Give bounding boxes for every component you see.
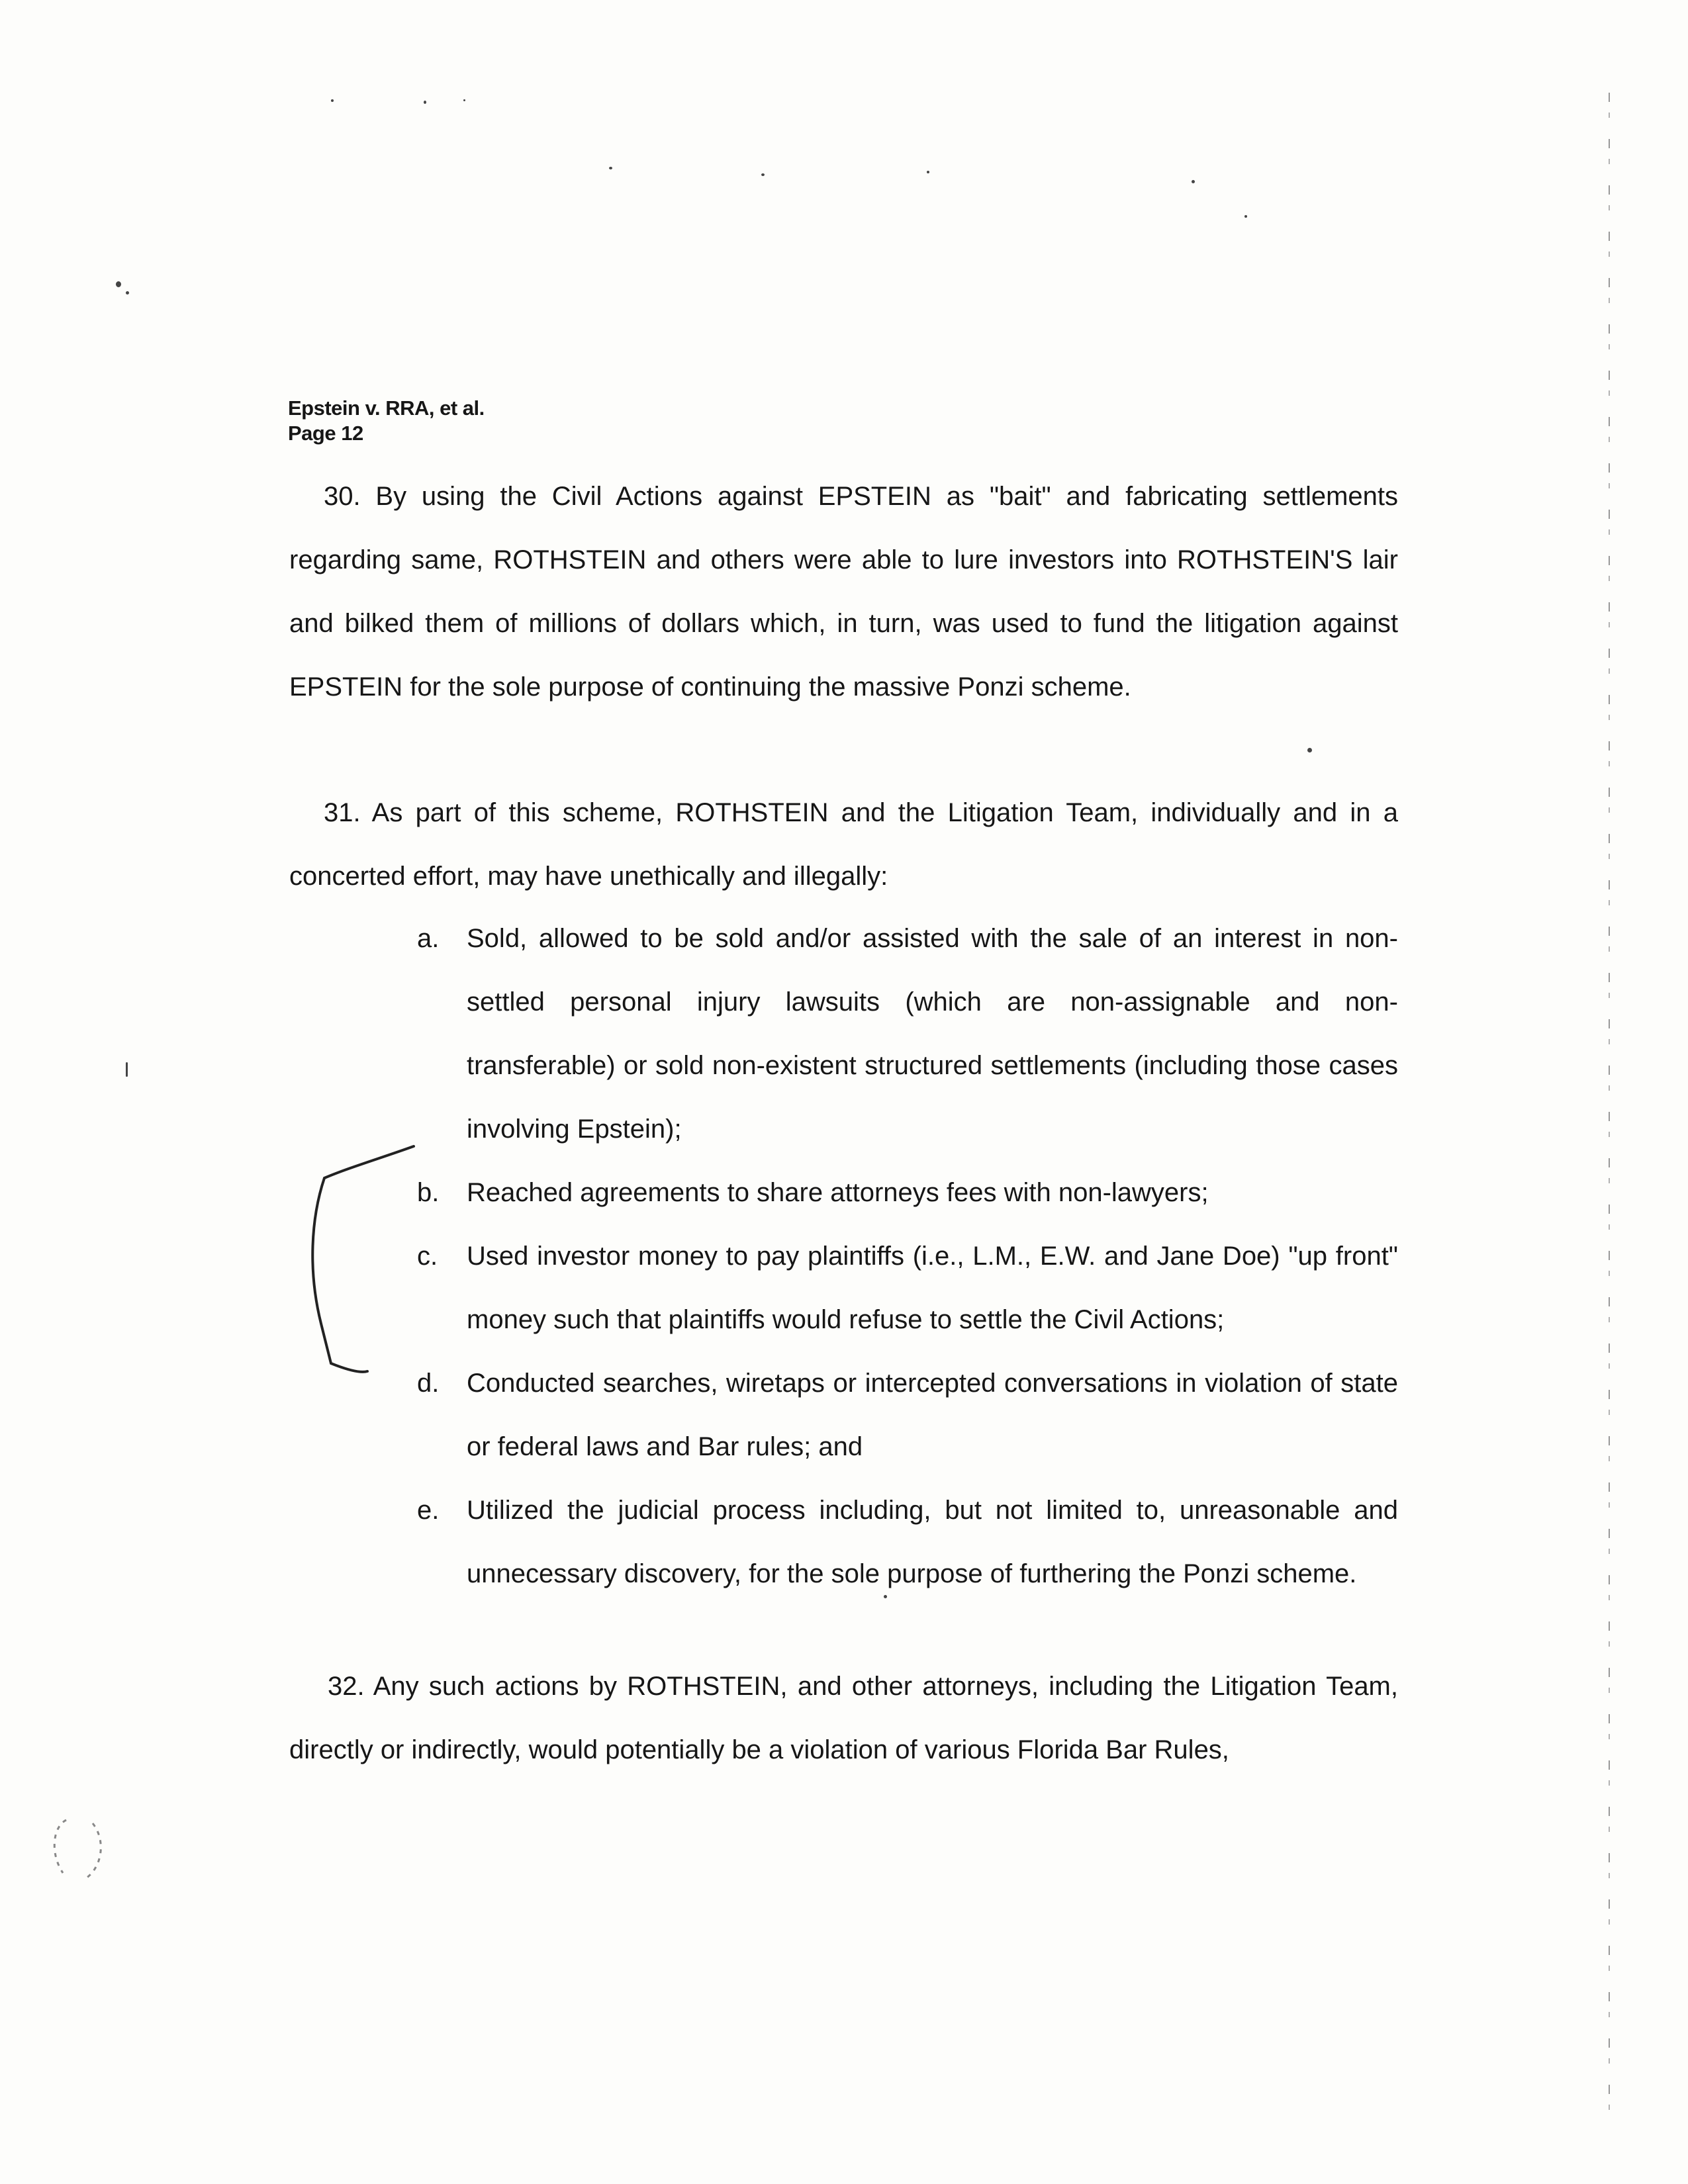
scan-circle-mark (46, 1813, 113, 1886)
list-marker: d. (417, 1369, 440, 1398)
list-marker: a. (417, 924, 440, 953)
scan-speck (761, 173, 765, 176)
list-item-text: Utilized the judicial process including, but not limited to, unreasonable and unnecessary discovery, for the sole purpose of furthering the Ponzi scheme. (467, 1496, 1398, 1588)
list-item (410, 1161, 1398, 1224)
list-item (410, 1224, 1398, 1351)
scan-speck (424, 101, 426, 104)
list-item-text: Conducted searches, wiretaps or intercepted conversations in violation of state or federal laws and Bar rules; and (467, 1369, 1398, 1461)
list-item (410, 1351, 1398, 1479)
list-item (410, 907, 1398, 1161)
scan-speck (1244, 215, 1247, 218)
scan-speck (927, 171, 929, 173)
page-number: Page 12 (288, 422, 363, 445)
scan-edge-line (1609, 93, 1610, 2131)
scan-speck (1192, 180, 1195, 183)
list-marker: c. (417, 1242, 438, 1271)
scan-speck (331, 99, 334, 102)
scan-speck (126, 1062, 128, 1077)
scan-speck (463, 99, 465, 101)
paragraph-30: 30. By using the Civil Actions against EPSTEIN as "bait" and fabricating settlements regarding same, ROTHSTEIN and others were able to lure investors into ROTHSTEIN'S lair and bilked them of millions of dollars which, in turn, was used to fund the litigation against EPSTEIN for the sole purpose of continuing the massive Ponzi scheme. (289, 482, 1398, 702)
list-marker: b. (417, 1178, 440, 1207)
handwritten-bracket-mark (301, 1138, 427, 1390)
list-item-text: Used investor money to pay plaintiffs (i.e., L.M., E.W. and Jane Doe) "up front" money such that plaintiffs would refuse to settle the Civil Actions; (467, 1242, 1398, 1334)
scan-speck (126, 291, 129, 295)
list-item-text: Reached agreements to share attorneys fees with non-lawyers; (467, 1178, 1209, 1207)
list-marker: e. (417, 1496, 440, 1525)
scan-speck (116, 281, 121, 287)
list-item-text: Sold, allowed to be sold and/or assisted with the sale of an interest in non-settled personal injury lawsuits (which are non-assignable and non-transferable) or sold non-existent structured settlements (including those cases involving Epstein); (467, 924, 1398, 1144)
list-item (410, 1479, 1398, 1606)
paragraph-32: 32. Any such actions by ROTHSTEIN, and other attorneys, including the Litigation Team, directly or indirectly, would potentially be a violation of various Florida Bar Rules, (289, 1672, 1398, 1764)
scan-speck (1307, 748, 1312, 752)
case-caption: Epstein v. RRA, et al. (288, 396, 485, 420)
paragraph-31: 31. As part of this scheme, ROTHSTEIN and the Litigation Team, individually and in a concerted effort, may have unethically and illegally: (289, 798, 1398, 891)
scan-speck (609, 167, 612, 169)
allegations-list (410, 907, 1398, 1606)
page-header (288, 396, 485, 446)
